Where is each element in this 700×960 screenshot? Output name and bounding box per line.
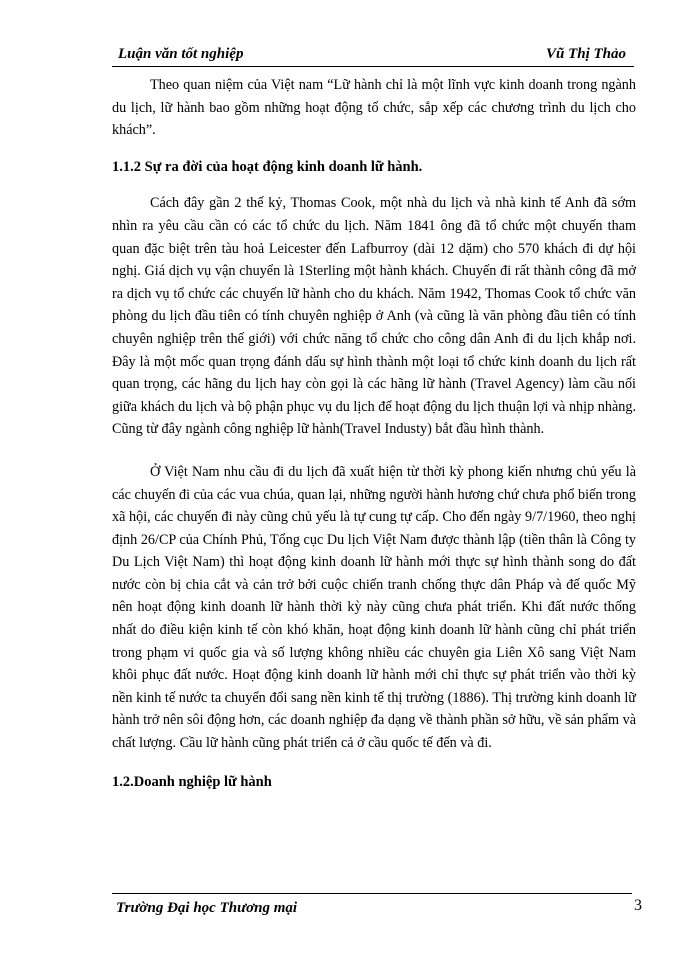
header-rule [112, 66, 634, 67]
document-body [112, 74, 636, 793]
header-author: Vũ Thị Thảo [545, 46, 626, 62]
footer-university: Trường Đại học Thương mại [116, 900, 298, 916]
footer-rule [112, 893, 632, 894]
paragraph-intro: Theo quan niệm của Việt nam “Lữ hành chỉ là một lĩnh vực kinh doanh trong ngành du lịch, lữ hành bao gồm những hoạt động tổ chức, sắp xếp các chương trình du lịch cho khách”. [112, 77, 636, 139]
header-title: Luận văn tốt nghiệp [118, 46, 244, 62]
paragraph-history: Cách đây gần 2 thế kỷ, Thomas Cook, một nhà du lịch và nhà kinh tế Anh đã sớm nhìn ra yêu cầu cần có các tổ chức du lịch. Năm 1841 ông đã tổ chức một chuyến tham quan đặc biệt trên tàu hoả Leicester đến Lafburroy (dài 12 dặm) cho 570 khách đi dự hội nghị. Giá dịch vụ vận chuyển là 1Sterling một hành khách. Chuyến đi rất thành công đã mở ra dịch vụ tổ chức các chuyến lữ hành cho du khách. Năm 1942, Thomas Cook tổ chức văn phòng du lịch đầu tiên có tính chuyên nghiệp ở Anh (và cũng là văn phòng đầu tiên có tính chuyên nghiệp trên thế giới) với chức năng tổ chức cho công dân Anh đi du lịch khắp nơi. Đây là một mốc quan trọng đánh dấu sự hình thành một loại tổ chức kinh doanh du lịch rất quan trọng, các hãng du lịch hay còn gọi là các hãng lữ hành (Travel Agency) làm cầu nối giữa khách du lịch và bộ phận phục vụ du lịch để hoạt động du lịch thuận lợi và nhịp nhàng. Cũng từ đây ngành công nghiệp lữ hành(Travel Industy) bắt đầu hình thành. [112, 195, 636, 438]
paragraph-vietnam: Ở Việt Nam nhu cầu đi du lịch đã xuất hiện từ thời kỳ phong kiến nhưng chủ yếu là các chuyến đi của các vua chúa, quan lại, những người hành hương chứ chưa phổ biến trong xã hội, các chuyến đi này cũng chủ yếu là tự cung tự cấp. Cho đến ngày 9/7/1960, theo nghị định 26/CP của Chính Phủ, Tổng cục Du lịch Việt Nam được thành lập (tiền thân là Công ty Du Lịch Việt Nam) thì hoạt động kinh doanh lữ hành mới thực sự hình thành song do đất nước còn bị chia cắt và cản trở bởi cuộc chiến tranh chống thực dân Pháp và đế quốc Mỹ nên hoạt động kinh doanh lữ hành thời kỳ này cũng chưa phát triển. Khi đất nước thống nhất do điều kiện kinh tế còn khó khăn, hoạt động kinh doanh lữ hành cũng chỉ phát triển trong phạm vi quốc gia và số lượng không nhiều các chuyên gia Liên Xô sang Việt Nam khôi phục đất nước. Hoạt động kinh doanh lữ hành mới chỉ thực sự phát triển vào thời kỳ nền kinh tế nước ta chuyển đổi sang nền kinh tế thị trường (1886). Thị trường kinh doanh lữ hành trở nên sôi động hơn, các doanh nghiệp đa dạng về thành phần sở hữu, về sản phẩm và chất lượng. Cầu lữ hành cũng phát triển cả ở cầu quốc tế đến và đi. [112, 463, 636, 752]
section-heading-1-2: 1.2.Doanh nghiệp lữ hành [112, 773, 272, 790]
section-heading-1-1-2: 1.1.2 Sự ra đời của hoạt động kinh doanh lữ hành. [112, 158, 423, 175]
page-number: 3 [634, 897, 642, 914]
